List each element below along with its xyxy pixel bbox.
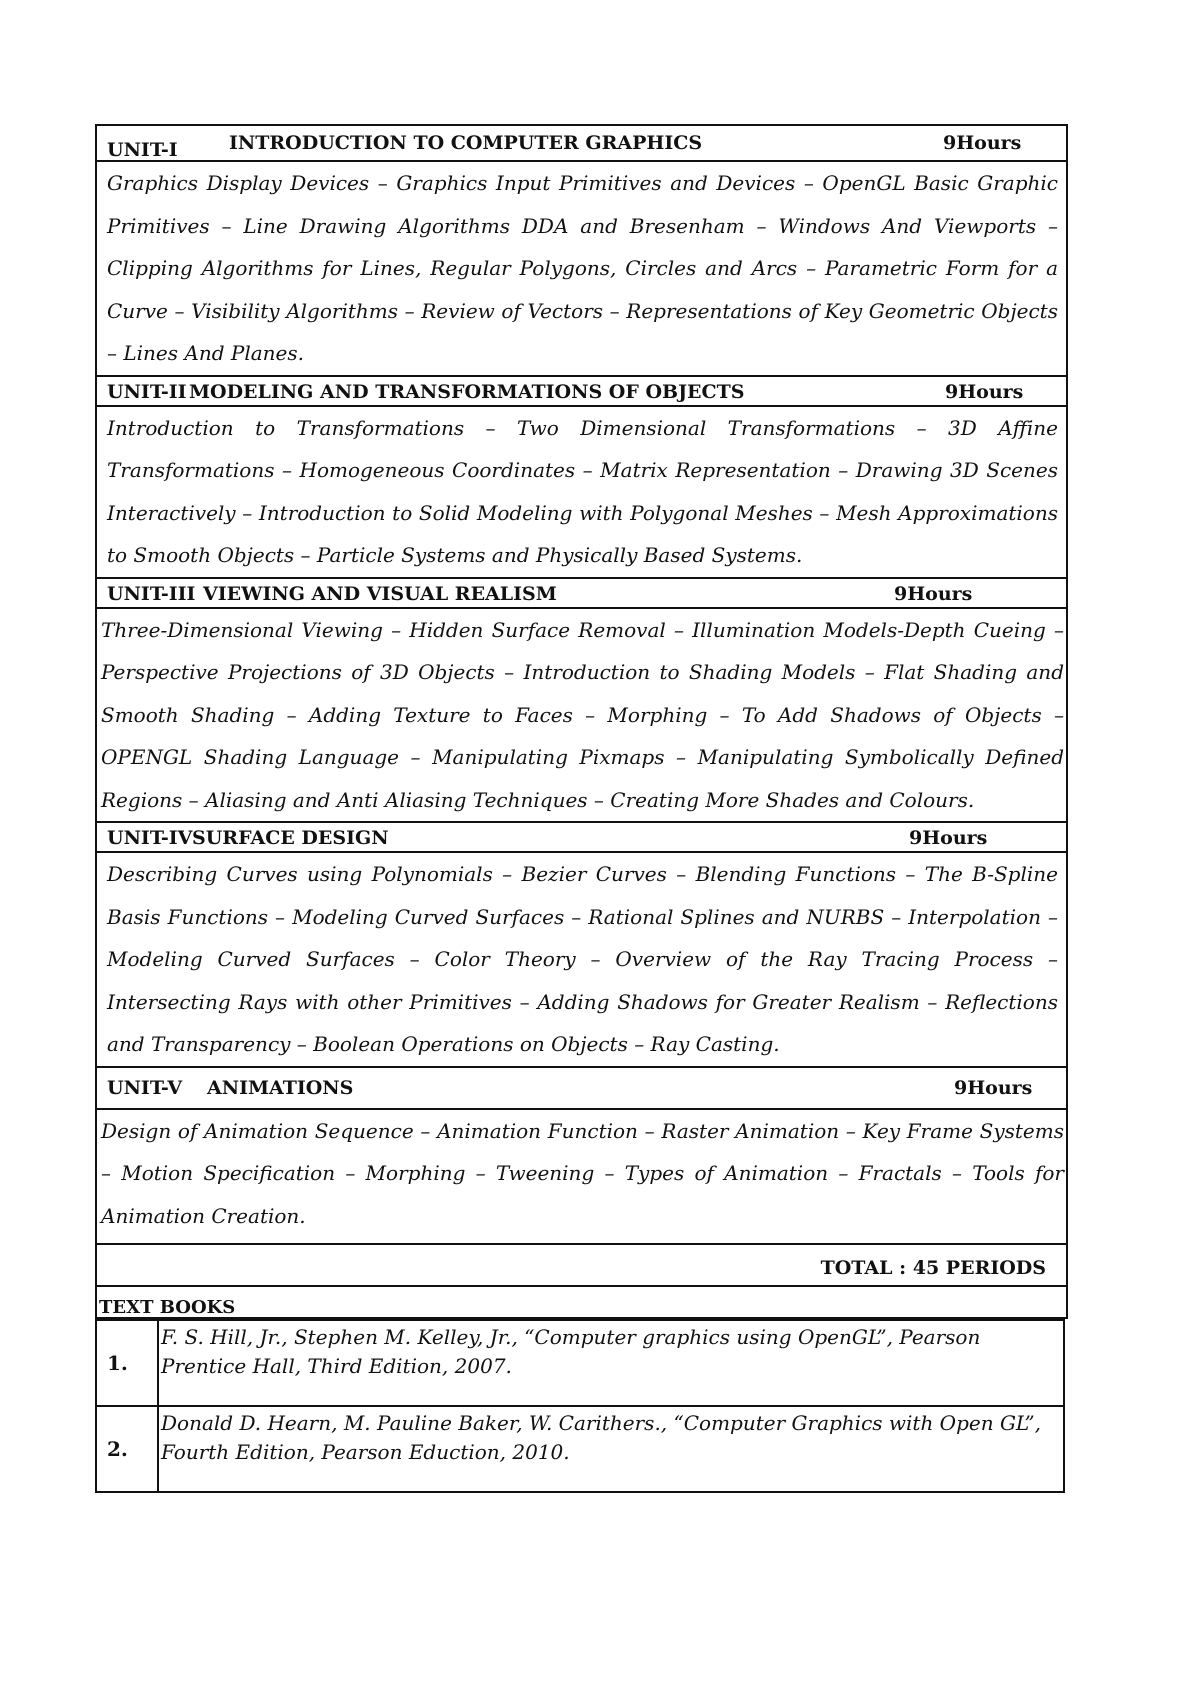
unit-1-title: INTRODUCTION TO COMPUTER GRAPHICS [229,132,703,154]
unit-2-hours: 9Hours [945,380,1024,403]
text-book-number: 2. [97,1407,159,1491]
unit-4-id: UNIT-IV [107,827,193,849]
total-periods-row [95,1243,1068,1287]
unit-4-header [97,823,1066,851]
text-book-number: 1. [97,1321,159,1405]
unit-5-section [95,1066,1068,1244]
unit-4-title: SURFACE DESIGN [192,827,389,849]
unit-4-hours: 9Hours [909,827,988,849]
unit-5-id: UNIT-V [107,1076,183,1099]
unit-5-header [97,1068,1066,1108]
text-books-heading: TEXT BOOKS [99,1297,236,1318]
text-book-item [97,1319,1063,1405]
unit-2-content: Introduction to Transformations – Two Dimensional Transformations – 3D Affine Transformations – Homogeneous Coordinates – Matrix Representation – Drawing 3D Scenes Interactively – Introduction to Solid Modeling with Polygonal Meshes – Mesh Approximations to Smooth Objects – Particle Systems and Physically Based Systems. [97,405,1066,577]
unit-1-content: Graphics Display Devices – Graphics Input Primitives and Devices – OpenGL Basic Graphic Primitives – Line Drawing Algorithms DDA and Bresenham – Windows And Viewports – Clipping Algorithms for Lines, Regular Polygons, Circles and Arcs – Parametric Form for a Curve – Visibility Algorithms – Review of Vectors – Representations of Key Geometric Objects – Lines And Planes. [97,160,1066,375]
unit-1-section [95,124,1068,375]
text-book-item [97,1405,1063,1491]
text-book-citation: Donald D. Hearn, M. Pauline Baker, W. Carithers., “Computer Graphics with Open GL”, Fourth Edition, Pearson Eduction, 2010. [161,1411,1041,1464]
unit-3-id: UNIT-III [107,582,196,605]
unit-2-id: UNIT-II [107,380,187,403]
total-periods: TOTAL : 45 PERIODS [820,1257,1046,1279]
unit-4-section [95,821,1068,1066]
unit-2-section [95,375,1068,577]
text-book-citation: F. S. Hill, Jr., Stephen M. Kelley, Jr., “Computer graphics using OpenGL”, Pearson Prentice Hall, Third Edition, 2007. [161,1325,981,1378]
unit-1-hours: 9Hours [943,132,1022,154]
unit-3-hours: 9Hours [894,582,973,605]
unit-1-header [97,126,1066,160]
unit-5-content: Design of Animation Sequence – Animation Function – Raster Animation – Key Frame Systems – Motion Specification – Morphing – Tweening – Types of Animation – Fractals – Tools for Animation Creation. [97,1108,1066,1244]
unit-3-content: Three-Dimensional Viewing – Hidden Surface Removal – Illumination Models-Depth Cueing – Perspective Projections of 3D Objects – Introduction to Shading Models – Flat Shading and Smooth Shading – Adding Texture to Faces – Morphing – To Add Shadows of Objects – OPENGL Shading Language – Manipulating Pixmaps – Manipulating Symbolically Defined Regions – Aliasing and Anti Aliasing Techniques – Creating More Shades and Colours. [97,607,1066,822]
unit-2-title: MODELING AND TRANSFORMATIONS OF OBJECTS [189,380,745,403]
text-books-heading-row [95,1287,1068,1319]
unit-3-section [95,577,1068,822]
syllabus-table [95,124,1068,1493]
unit-5-title: ANIMATIONS [207,1076,354,1099]
unit-3-header [97,579,1066,607]
unit-1-id: UNIT-I [107,139,178,161]
text-books-list [95,1319,1065,1493]
unit-3-title: VIEWING AND VISUAL REALISM [203,582,557,605]
unit-5-hours: 9Hours [954,1076,1033,1099]
unit-4-content: Describing Curves using Polynomials – Bezier Curves – Blending Functions – The B-Spline Basis Functions – Modeling Curved Surfaces – Rational Splines and NURBS – Interpolation – Modeling Curved Surfaces – Color Theory – Overview of the Ray Tracing Process – Intersecting Rays with other Primitives – Adding Shadows for Greater Realism – Reflections and Transparency – Boolean Operations on Objects – Ray Casting. [97,851,1066,1066]
unit-2-header [97,377,1066,405]
